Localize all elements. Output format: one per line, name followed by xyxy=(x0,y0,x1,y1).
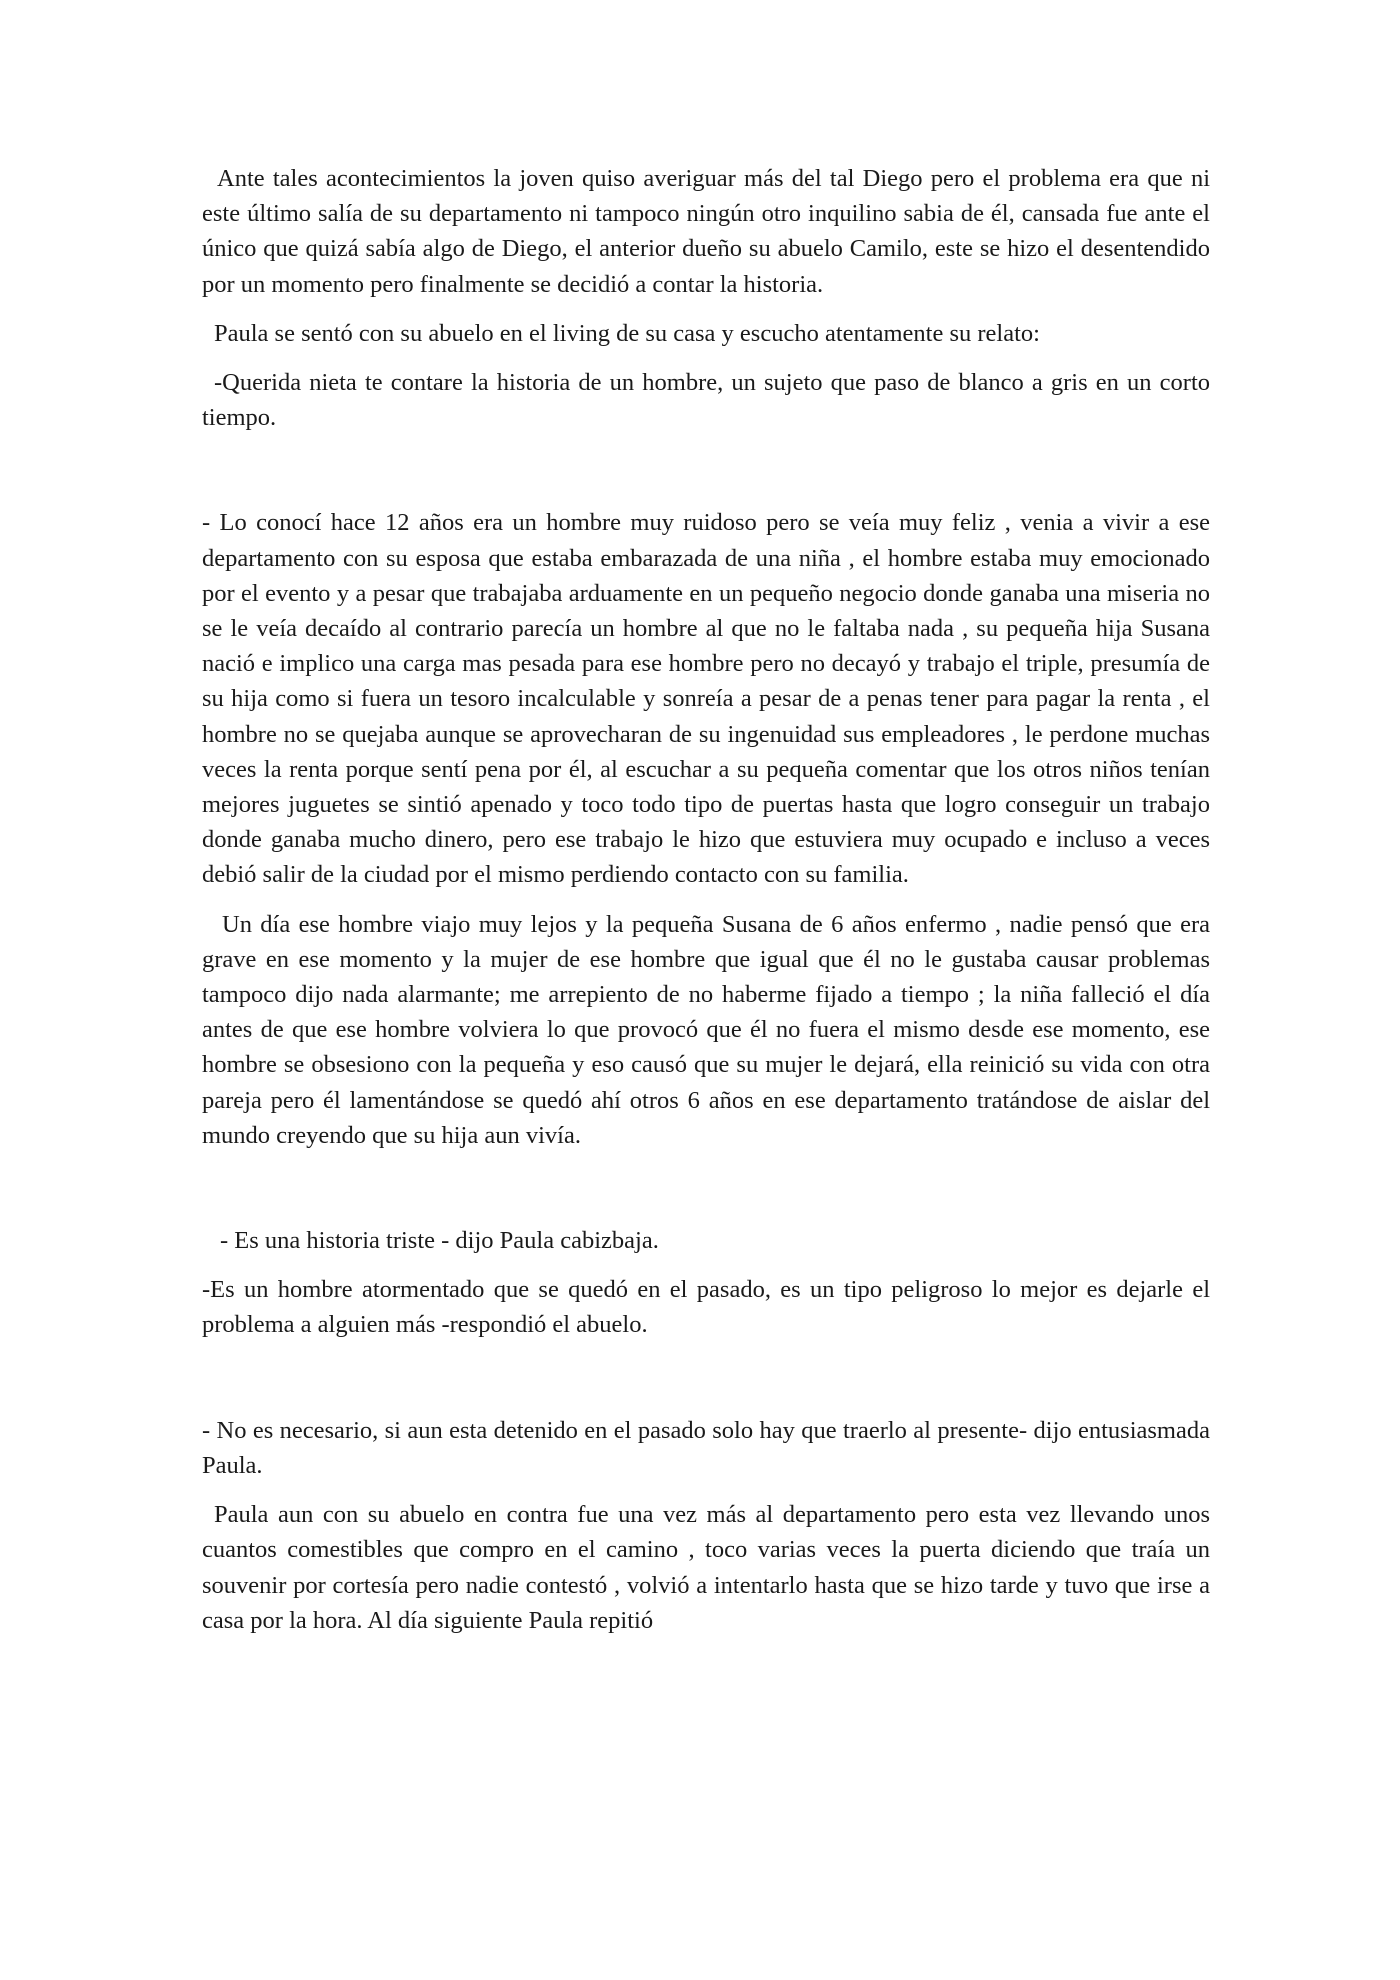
paragraph-paula-reply: - Es una historia triste - dijo Paula cabizbaja. xyxy=(220,1227,659,1255)
paragraph-paula-resolve: - No es necesario, si aun esta detenido en el pasado solo hay que traerlo al presente- dijo entusiasmada Paula. xyxy=(202,1416,1210,1479)
paragraph-grandfather-warning: -Es un hombre atormentado que se quedó en el pasado, es un tipo peligroso lo mejor es dejarle el problema a alguien más -respondió el abuelo. xyxy=(202,1276,1210,1339)
paragraph-grandfather-intro: -Querida nieta te contare la historia de un hombre, un sujeto que paso de blanco a gris en un corto tiempo. xyxy=(202,369,1210,432)
paragraph-living-room: Paula se sentó con su abuelo en el living de su casa y escucho atentamente su relato: xyxy=(214,319,1040,347)
paragraph-story-part-2: Un día ese hombre viajo muy lejos y la pequeña Susana de 6 años enfermo , nadie pensó que era grave en ese momento y la mujer de ese hombre que igual que él no le gustaba causar problemas tampoco dijo nada alarmante; me arrepiento de no haberme fijado a tiempo ; la niña falleció el día antes de que ese hombre volviera lo que provocó que él no fuera el mismo desde ese momento, ese hombre se obsesiono con la pequeña y eso causó que su mujer le dejará, ella reinició su vida con otra pareja pero él lamentándose se quedó ahí otros 6 años en ese departamento tratándose de aislar del mundo creyendo que su hija aun vivía. xyxy=(202,910,1210,1149)
paragraph-story-part-1: - Lo conocí hace 12 años era un hombre muy ruidoso pero se veía muy feliz , venia a vivir a ese departamento con su esposa que estaba embarazada de una niña , el hombre estaba muy emocionado por el evento y a pesar que trabajaba arduamente en un pequeño negocio donde ganaba una miseria no se le veía decaído al contrario parecía un hombre al que no le faltaba nada , su pequeña hija Susana nació e implico una carga mas pesada para ese hombre pero no decayó y trabajo el triple, presumía de su hija como si fuera un tesoro incalculable y sonreía a pesar de a penas tener para pagar la renta , el hombre no se quejaba aunque se aprovecharan de su ingenuidad sus empleadores , le perdone muchas veces la renta porque sentí pena por él, al escuchar a su pequeña comentar que los otros niños tenían mejores juguetes se sintió apenado y toco todo tipo de puertas hasta que logro conseguir un trabajo donde ganaba mucho dinero, pero ese trabajo le hizo que estuviera muy ocupado e incluso a veces debió salir de la ciudad por el mismo perdiendo contacto con su familia. xyxy=(202,509,1210,889)
document-body xyxy=(202,161,1210,1652)
paragraph-visit-attempt: Paula aun con su abuelo en contra fue una vez más al departamento pero esta vez llevando unos cuantos comestibles que compro en el camino , toco varias veces la puerta diciendo que traía un souvenir por cortesía pero nadie contestó , volvió a intentarlo hasta que se hizo tarde y tuvo que irse a casa por la hora. Al día siguiente Paula repitió xyxy=(202,1501,1210,1634)
paragraph-inquiry: Ante tales acontecimientos la joven quiso averiguar más del tal Diego pero el problema era que ni este último salía de su departamento ni tampoco ningún otro inquilino sabia de él, cansada fue ante el único que quizá sabía algo de Diego, el anterior dueño su abuelo Camilo, este se hizo el desentendido por un momento pero finalmente se decidió a contar la historia. xyxy=(202,165,1210,298)
